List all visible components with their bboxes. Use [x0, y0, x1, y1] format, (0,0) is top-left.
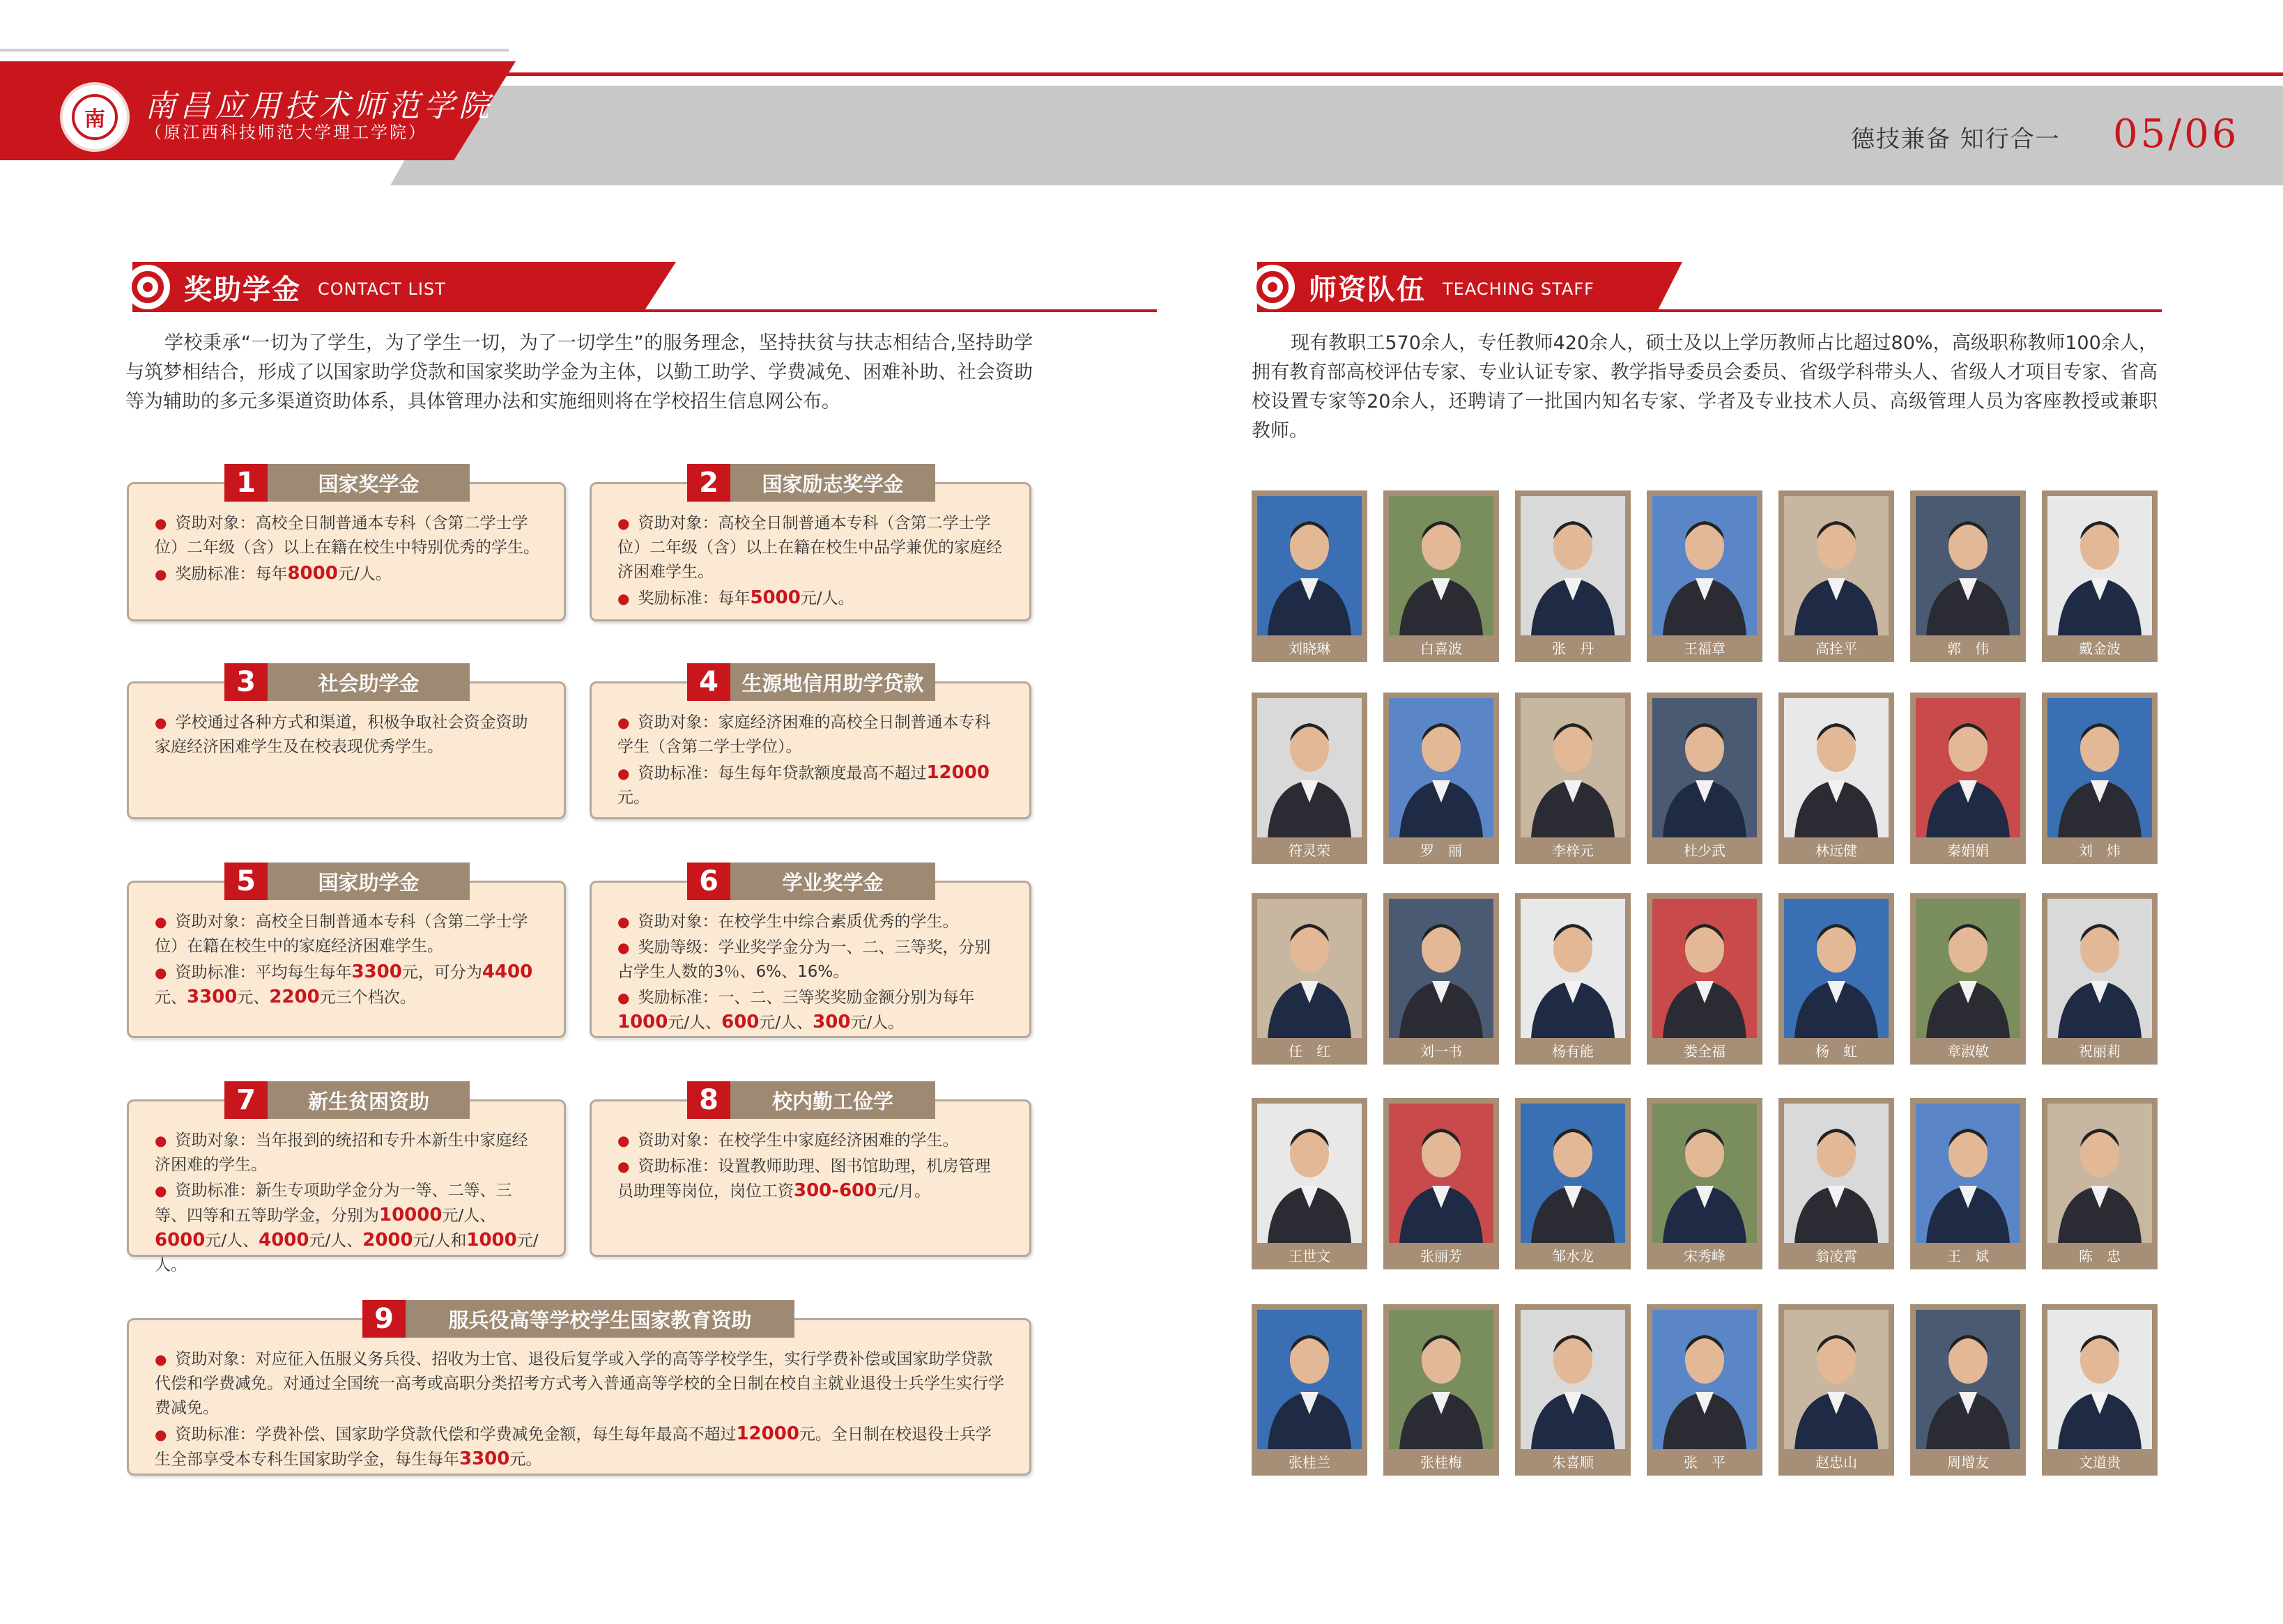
- staff-photo: [1652, 899, 1757, 1038]
- person-portrait-icon: [1784, 496, 1889, 635]
- aid-box-header: [224, 863, 470, 900]
- aid-box-number: 4: [687, 663, 730, 701]
- highlight-value: 3300: [351, 961, 402, 982]
- aid-box-body: [617, 910, 1006, 1037]
- aid-box-header: [687, 863, 935, 900]
- staff-name: 任 红: [1289, 1043, 1330, 1060]
- bullet-icon: ●: [155, 1182, 167, 1199]
- aid-box-body: [155, 1129, 541, 1279]
- person-portrait-icon: [1389, 1104, 1493, 1243]
- staff-card: [1252, 893, 1367, 1065]
- staff-photo: [2047, 496, 2152, 635]
- aid-box-header: [224, 663, 470, 701]
- aid-box-body: [617, 1129, 1006, 1205]
- staff-name: 赵忠山: [1815, 1454, 1857, 1471]
- person-portrait-icon: [1916, 698, 2020, 837]
- staff-card: [1647, 490, 1762, 662]
- person-portrait-icon: [1257, 1310, 1362, 1449]
- staff-name: 宋秀峰: [1684, 1248, 1725, 1265]
- aid-box-body: [155, 1347, 1006, 1474]
- highlight-value: 6000: [155, 1230, 206, 1251]
- staff-photo: [1257, 496, 1362, 635]
- person-portrait-icon: [1389, 496, 1493, 635]
- aid-box-line: ● 学校通过各种方式和渠道，积极争取社会资金资助家庭经济困难学生及在校表现优秀学生。: [155, 713, 528, 756]
- staff-name: 秦娟娟: [1947, 842, 1989, 859]
- staff-card: [1910, 1098, 2026, 1269]
- staff-card: [1515, 693, 1631, 864]
- person-portrait-icon: [1389, 899, 1493, 1038]
- person-portrait-icon: [1916, 899, 2020, 1038]
- aid-box-line: ● 资助对象：在校学生中家庭经济困难的学生。: [617, 1131, 959, 1150]
- person-portrait-icon: [2047, 1104, 2152, 1243]
- staff-photo: [1916, 1104, 2020, 1243]
- aid-box-header: [687, 464, 935, 502]
- aid-box-number: 7: [224, 1081, 268, 1119]
- aid-box-title: 社会助学金: [268, 663, 470, 701]
- school-subtitle: （原江西科技师范大学理工学院）: [145, 123, 427, 142]
- staff-card: [1778, 1098, 1894, 1269]
- aid-box-number: 1: [224, 464, 268, 502]
- person-portrait-icon: [1784, 1104, 1889, 1243]
- header-top-rule: [0, 49, 509, 52]
- aid-box-body: [155, 511, 541, 588]
- staff-photo: [1652, 496, 1757, 635]
- aid-box-header: [362, 1300, 794, 1338]
- aid-box-standard: ● 资助标准：学费补偿、国家助学贷款代偿和学费减免金额，每生每年最高不超过12000元。全日制在校退役士兵学生全部享受本专科生国家助学金，每生每年3300元。: [155, 1423, 992, 1469]
- staff-photo: [1521, 899, 1625, 1038]
- bullet-icon: ●: [155, 1426, 167, 1443]
- staff-card: [1252, 693, 1367, 864]
- bullet-icon: ●: [155, 913, 167, 930]
- staff-card: [1910, 693, 2026, 864]
- person-portrait-icon: [1389, 698, 1493, 837]
- highlight-value: 4000: [259, 1230, 309, 1251]
- aid-box-number: 9: [362, 1300, 406, 1338]
- aid-box-number: 8: [687, 1081, 730, 1119]
- person-portrait-icon: [1521, 1310, 1625, 1449]
- staff-photo: [1784, 496, 1889, 635]
- staff-name: 张 平: [1684, 1454, 1725, 1471]
- page-number: 05/06: [2113, 111, 2240, 157]
- staff-card: [1647, 693, 1762, 864]
- bullet-icon: ●: [155, 566, 167, 582]
- staff-title-en: TEACHING STAFF: [1443, 279, 1594, 299]
- aid-box-line: ● 资助对象：高校全日制普通本专科（含第二学士学位）在籍在校生中的家庭经济困难学生。: [155, 913, 528, 955]
- aid-box-title: 生源地信用助学贷款: [730, 663, 935, 701]
- staff-photo: [1257, 698, 1362, 837]
- staff-card: [1647, 1304, 1762, 1476]
- aid-box-header: [224, 1081, 470, 1119]
- staff-card: [1252, 1304, 1367, 1476]
- bullet-icon: ●: [155, 964, 167, 981]
- aid-box-title: 新生贫困资助: [268, 1081, 470, 1119]
- staff-title-cn: 师资队伍: [1309, 274, 1426, 306]
- aid-title-cn: 奖助学金: [184, 274, 301, 306]
- person-portrait-icon: [2047, 496, 2152, 635]
- aid-box-number: 3: [224, 663, 268, 701]
- staff-photo: [2047, 698, 2152, 837]
- aid-box-number: 2: [687, 464, 730, 502]
- bullet-icon: ●: [155, 515, 167, 532]
- bullet-icon: ●: [617, 939, 630, 956]
- aid-box-body: [617, 511, 1006, 612]
- person-portrait-icon: [1784, 899, 1889, 1038]
- bullet-icon: ●: [617, 913, 630, 930]
- staff-name: 高拴平: [1815, 640, 1857, 657]
- staff-name: 刘 炜: [2079, 842, 2121, 859]
- staff-photo: [1916, 698, 2020, 837]
- staff-photo: [1916, 899, 2020, 1038]
- staff-card: [1383, 1304, 1499, 1476]
- aid-box-standard: ● 奖励标准：每年5000元/人。: [617, 587, 854, 608]
- staff-name: 张丽芳: [1420, 1248, 1462, 1265]
- target-icon: [1250, 265, 1295, 309]
- staff-name: 杨有能: [1552, 1043, 1594, 1060]
- staff-name: 张 丹: [1552, 640, 1594, 657]
- person-portrait-icon: [2047, 899, 2152, 1038]
- staff-name: 戴金波: [2079, 640, 2121, 657]
- person-portrait-icon: [1652, 698, 1757, 837]
- staff-card: [1778, 693, 1894, 864]
- highlight-value: 300: [813, 1012, 851, 1033]
- person-portrait-icon: [1652, 899, 1757, 1038]
- person-portrait-icon: [1652, 1104, 1757, 1243]
- person-portrait-icon: [1521, 698, 1625, 837]
- aid-box-number: 5: [224, 863, 268, 900]
- staff-card: [1778, 490, 1894, 662]
- staff-photo: [2047, 1104, 2152, 1243]
- bullet-icon: ●: [617, 515, 630, 532]
- person-portrait-icon: [1916, 496, 2020, 635]
- aid-box-standard: ● 奖励标准：一、二、三等奖奖励金额分别为每年1000元/人、600元/人、300元/人。: [617, 989, 975, 1033]
- person-portrait-icon: [1916, 1310, 2020, 1449]
- aid-box-line: ● 资助对象：高校全日制普通本专科（含第二学士学位）二年级（含）以上在籍在校生中特别优秀的学生。: [155, 514, 539, 557]
- person-portrait-icon: [1521, 1104, 1625, 1243]
- highlight-value: 4400: [482, 961, 533, 982]
- person-portrait-icon: [1389, 1310, 1493, 1449]
- staff-card: [1252, 490, 1367, 662]
- staff-name: 张桂兰: [1289, 1454, 1330, 1471]
- school-name: 南昌应用技术师范学院: [145, 88, 493, 124]
- person-portrait-icon: [1652, 496, 1757, 635]
- aid-box-standard: ● 资助标准：平均每生每年3300元，可分为4400元、3300元、2200元三个档次。: [155, 961, 533, 1007]
- staff-card: [1910, 490, 2026, 662]
- staff-card: [2042, 893, 2158, 1065]
- aid-intro: 学校秉承“一切为了学生，为了学生一切，为了一切学生”的服务理念，坚持扶贫与扶志相结合,坚持助学与筑梦相结合，形成了以国家助学贷款和国家奖助学金为主体，以勤工助学、学费减免、困难补助、社会资助等为辅助的多元多渠道资助体系，具体管理办法和实施细则将在学校招生信息网公布。: [125, 332, 1033, 412]
- person-portrait-icon: [1652, 1310, 1757, 1449]
- staff-title-rule: [1257, 309, 2162, 312]
- bullet-icon: ●: [155, 714, 167, 731]
- staff-name: 陈 忠: [2079, 1248, 2121, 1265]
- highlight-value: 3300: [187, 987, 238, 1007]
- staff-name: 刘一书: [1420, 1043, 1462, 1060]
- staff-name: 刘晓琳: [1289, 640, 1330, 657]
- staff-card: [1252, 1098, 1367, 1269]
- staff-name: 娄全福: [1684, 1043, 1725, 1060]
- aid-box-header: [224, 464, 470, 502]
- staff-photo: [1521, 1104, 1625, 1243]
- staff-photo: [2047, 1310, 2152, 1449]
- staff-photo: [1389, 698, 1493, 837]
- staff-name: 符灵荣: [1289, 842, 1330, 859]
- person-portrait-icon: [2047, 698, 2152, 837]
- staff-name: 李梓元: [1552, 842, 1594, 859]
- highlight-value: 5000: [750, 587, 801, 608]
- staff-card: [1383, 893, 1499, 1065]
- staff-card: [1778, 1304, 1894, 1476]
- aid-box-standard: ● 资助标准：新生专项助学金分为一等、二等、三等、四等和五等助学金，分别为10000元/人、6000元/人、4000元/人、2000元/人和1000元/人。: [155, 1182, 539, 1274]
- aid-box-line: ● 奖励等级：学业奖学金分为一、二、三等奖，分别占学生人数的3％、6%、16%。: [617, 938, 991, 981]
- aid-box-body: [617, 711, 1006, 812]
- header-red-rule: [499, 72, 2283, 76]
- aid-box-body: [155, 711, 541, 761]
- bullet-icon: ●: [617, 714, 630, 731]
- staff-photo: [1521, 1310, 1625, 1449]
- staff-name: 邹水龙: [1552, 1248, 1594, 1265]
- staff-name: 周增友: [1947, 1454, 1989, 1471]
- highlight-value: 2000: [362, 1230, 413, 1251]
- highlight-value: 1000: [466, 1230, 517, 1251]
- staff-name: 王福章: [1684, 640, 1725, 657]
- staff-name: 郭 伟: [1947, 640, 1989, 657]
- aid-box-body: [155, 910, 541, 1012]
- person-portrait-icon: [2047, 1310, 2152, 1449]
- aid-box-standard: ● 奖励标准：每年8000元/人。: [155, 563, 392, 584]
- staff-card: [1515, 1304, 1631, 1476]
- staff-photo: [1652, 1310, 1757, 1449]
- highlight-value: 12000: [736, 1423, 799, 1444]
- aid-box-standard: ● 资助标准：每生每年贷款额度最高不超过12000元。: [617, 762, 990, 807]
- motto: 德技兼备 知行合一: [1851, 125, 2061, 153]
- staff-photo: [1257, 899, 1362, 1038]
- aid-box-header: [687, 1081, 935, 1119]
- bullet-icon: ●: [617, 765, 630, 782]
- staff-card: [1515, 490, 1631, 662]
- staff-photo: [1652, 698, 1757, 837]
- staff-name: 杨 虹: [1815, 1043, 1857, 1060]
- staff-card: [1910, 893, 2026, 1065]
- staff-name: 章淑敏: [1947, 1043, 1989, 1060]
- staff-photo: [1916, 1310, 2020, 1449]
- staff-photo: [1916, 496, 2020, 635]
- staff-card: [1647, 1098, 1762, 1269]
- aid-box-title: 校内勤工俭学: [730, 1081, 935, 1119]
- person-portrait-icon: [1257, 496, 1362, 635]
- staff-photo: [1389, 1310, 1493, 1449]
- logo-glyph: 南: [72, 94, 118, 140]
- staff-name: 白喜波: [1420, 640, 1462, 657]
- staff-card: [1647, 893, 1762, 1065]
- staff-photo: [1257, 1310, 1362, 1449]
- aid-box-line: ● 资助对象：家庭经济困难的高校全日制普通本专科学生（含第二学士学位）。: [617, 713, 991, 756]
- staff-photo: [1784, 899, 1889, 1038]
- staff-card: [1910, 1304, 2026, 1476]
- staff-card: [2042, 693, 2158, 864]
- highlight-value: 300-600: [794, 1180, 877, 1201]
- staff-photo: [1784, 698, 1889, 837]
- bullet-icon: ●: [155, 1132, 167, 1149]
- target-icon: [125, 265, 170, 309]
- person-portrait-icon: [1257, 899, 1362, 1038]
- staff-name: 朱喜顺: [1552, 1454, 1594, 1471]
- staff-photo: [1521, 496, 1625, 635]
- aid-box-title: 学业奖学金: [730, 863, 935, 900]
- aid-box-title: 国家奖学金: [268, 464, 470, 502]
- aid-box-standard: ● 资助标准：设置教师助理、图书馆助理，机房管理员助理等岗位，岗位工资300-600元/月。: [617, 1157, 991, 1201]
- aid-box-line: ● 资助对象：当年报到的统招和专升本新生中家庭经济困难的学生。: [155, 1131, 528, 1174]
- highlight-value: 600: [721, 1012, 760, 1033]
- aid-box-line: ● 资助对象：在校学生中综合素质优秀的学生。: [617, 913, 959, 931]
- staff-photo: [1257, 1104, 1362, 1243]
- person-portrait-icon: [1521, 899, 1625, 1038]
- staff-card: [2042, 1098, 2158, 1269]
- staff-photo: [1784, 1310, 1889, 1449]
- staff-photo: [1521, 698, 1625, 837]
- aid-box-line: ● 资助对象：对应征入伍服义务兵役、招收为士官、退役后复学或入学的高等学校学生，实行学费补偿或国家助学贷款代偿和学费减免。对通过全国统一高考或高职分类招考方式考入普通高等学校的全日制在校自主就业退役士兵学生实行学费减免。: [155, 1350, 1004, 1417]
- highlight-value: 2200: [269, 987, 320, 1007]
- staff-name: 王 斌: [1947, 1248, 1989, 1265]
- bullet-icon: ●: [617, 1132, 630, 1149]
- bullet-icon: ●: [155, 1351, 167, 1368]
- person-portrait-icon: [1521, 496, 1625, 635]
- bullet-icon: ●: [617, 590, 630, 607]
- person-portrait-icon: [1784, 698, 1889, 837]
- aid-title-en: CONTACT LIST: [318, 279, 446, 299]
- bullet-icon: ●: [617, 989, 630, 1006]
- aid-box-number: 6: [687, 863, 730, 900]
- staff-name: 王世文: [1289, 1248, 1330, 1265]
- staff-name: 罗 丽: [1420, 842, 1462, 859]
- aid-box-title: 国家助学金: [268, 863, 470, 900]
- person-portrait-icon: [1257, 1104, 1362, 1243]
- staff-name: 祝丽莉: [2079, 1043, 2121, 1060]
- staff-intro: 现有教职工570余人，专任教师420余人，硕士及以上学历教师占比超过80%，高级职称教师100余人，拥有教育部高校评估专家、专业认证专家、教学指导委员会委员、省级学科带头人、省级人才项目专家、省高校设置专家等20余人，还聘请了一批国内知名专家、学者及专业技术人员、高级管理人员为客座教授或兼职教师。: [1252, 332, 2158, 442]
- person-portrait-icon: [1257, 698, 1362, 837]
- bullet-icon: ●: [617, 1158, 630, 1175]
- school-logo: [60, 82, 130, 152]
- staff-name: 张桂梅: [1420, 1454, 1462, 1471]
- aid-box-title: 国家励志奖学金: [730, 464, 935, 502]
- highlight-value: 10000: [379, 1205, 443, 1225]
- staff-section-title: [1250, 262, 2156, 312]
- staff-card: [2042, 490, 2158, 662]
- staff-card: [1515, 893, 1631, 1065]
- staff-card: [1515, 1098, 1631, 1269]
- aid-box-header: [687, 663, 935, 701]
- staff-name: 林远健: [1815, 842, 1857, 859]
- staff-name: 翁凌霄: [1815, 1248, 1857, 1265]
- staff-card: [1383, 1098, 1499, 1269]
- aid-box-title: 服兵役高等学校学生国家教育资助: [406, 1300, 794, 1338]
- highlight-value: 3300: [459, 1448, 510, 1469]
- highlight-value: 1000: [617, 1012, 668, 1033]
- aid-box-line: ● 资助对象：高校全日制普通本专科（含第二学士学位）二年级（含）以上在籍在校生中品学兼优的家庭经济困难学生。: [617, 514, 1002, 581]
- staff-card: [2042, 1304, 2158, 1476]
- staff-name: 文道贵: [2079, 1454, 2121, 1471]
- staff-card: [1383, 490, 1499, 662]
- staff-photo: [1389, 1104, 1493, 1243]
- staff-photo: [1389, 496, 1493, 635]
- staff-photo: [1652, 1104, 1757, 1243]
- person-portrait-icon: [1916, 1104, 2020, 1243]
- person-portrait-icon: [1784, 1310, 1889, 1449]
- staff-photo: [2047, 899, 2152, 1038]
- staff-card: [1778, 893, 1894, 1065]
- staff-photo: [1784, 1104, 1889, 1243]
- aid-title-rule: [132, 309, 1157, 312]
- staff-photo: [1389, 899, 1493, 1038]
- highlight-value: 12000: [926, 762, 990, 783]
- staff-name: 杜少武: [1684, 842, 1725, 859]
- aid-section-title: [125, 262, 1031, 312]
- highlight-value: 8000: [287, 563, 338, 584]
- staff-card: [1383, 693, 1499, 864]
